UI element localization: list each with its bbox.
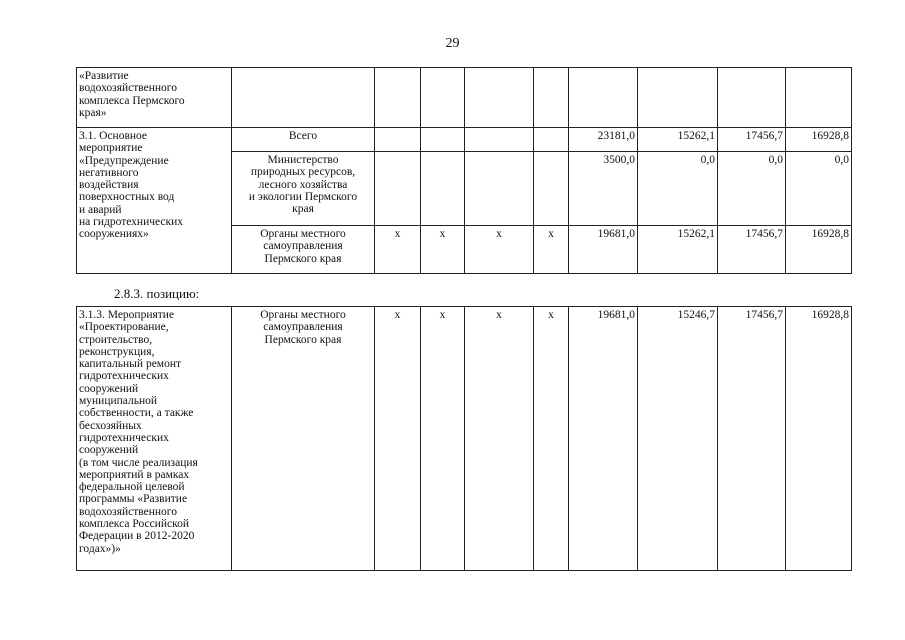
empty-cell	[421, 68, 465, 128]
code-cell	[465, 128, 534, 152]
empty-cell	[534, 68, 569, 128]
empty-cell	[638, 68, 718, 128]
code-cell: х	[534, 307, 569, 571]
value-cell: 16928,8	[786, 307, 852, 571]
empty-cell	[465, 68, 534, 128]
code-cell	[534, 128, 569, 152]
code-cell: х	[421, 307, 465, 571]
empty-cell	[232, 68, 375, 128]
executor-cell: Органы местного самоуправления Пермского края	[232, 226, 375, 274]
code-cell	[421, 128, 465, 152]
value-cell: 19681,0	[569, 226, 638, 274]
value-cell: 23181,0	[569, 128, 638, 152]
code-cell	[375, 128, 421, 152]
table-row	[77, 307, 852, 571]
code-cell: х	[465, 226, 534, 274]
empty-cell	[569, 68, 638, 128]
empty-cell	[375, 68, 421, 128]
measure-title-cell: 3.1. Основное мероприятие «Предупреждение негативного воздействия поверхностных вод и аварий на гидротехнических сооружениях»	[77, 128, 232, 274]
code-cell: х	[534, 226, 569, 274]
code-cell: х	[421, 226, 465, 274]
value-cell: 16928,8	[786, 226, 852, 274]
empty-cell	[718, 68, 786, 128]
program-title-cell: «Развитие водохозяйственного комплекса Пермского края»	[77, 68, 232, 128]
executor-cell: Органы местного самоуправления Пермского края	[232, 307, 375, 571]
code-cell: х	[375, 226, 421, 274]
value-cell: 3500,0	[569, 152, 638, 226]
code-cell: х	[375, 307, 421, 571]
table-row	[77, 68, 852, 128]
page-number: 29	[445, 36, 460, 51]
code-cell	[534, 152, 569, 226]
value-cell: 0,0	[786, 152, 852, 226]
section-heading: 2.8.3. позицию:	[114, 286, 200, 301]
value-cell: 0,0	[638, 152, 718, 226]
code-cell: х	[465, 307, 534, 571]
executor-cell: Министерство природных ресурсов, лесного хозяйства и экологии Пермского края	[232, 152, 375, 226]
measure-title-cell: 3.1.3. Мероприятие «Проектирование, строительство, реконструкция, капитальный ремонт гидротехнических сооружений муниципальной собственности, а также бесхозяйных гидротехнических сооружений (в том числе реализация мероприятий в рамках федеральной целевой программы «Развитие водохозяйственного комплекса Российской Федерации в 2012-2020 годах»)»	[77, 307, 232, 571]
code-cell	[375, 152, 421, 226]
budget-table-top	[76, 67, 852, 274]
value-cell: 16928,8	[786, 128, 852, 152]
value-cell: 15262,1	[638, 226, 718, 274]
value-cell: 0,0	[718, 152, 786, 226]
executor-cell: Всего	[232, 128, 375, 152]
empty-cell	[786, 68, 852, 128]
code-cell	[465, 152, 534, 226]
value-cell: 17456,7	[718, 307, 786, 571]
table-row	[77, 128, 852, 152]
value-cell: 17456,7	[718, 128, 786, 152]
budget-table-bottom	[76, 306, 852, 571]
code-cell	[421, 152, 465, 226]
value-cell: 19681,0	[569, 307, 638, 571]
value-cell: 15262,1	[638, 128, 718, 152]
value-cell: 17456,7	[718, 226, 786, 274]
value-cell: 15246,7	[638, 307, 718, 571]
